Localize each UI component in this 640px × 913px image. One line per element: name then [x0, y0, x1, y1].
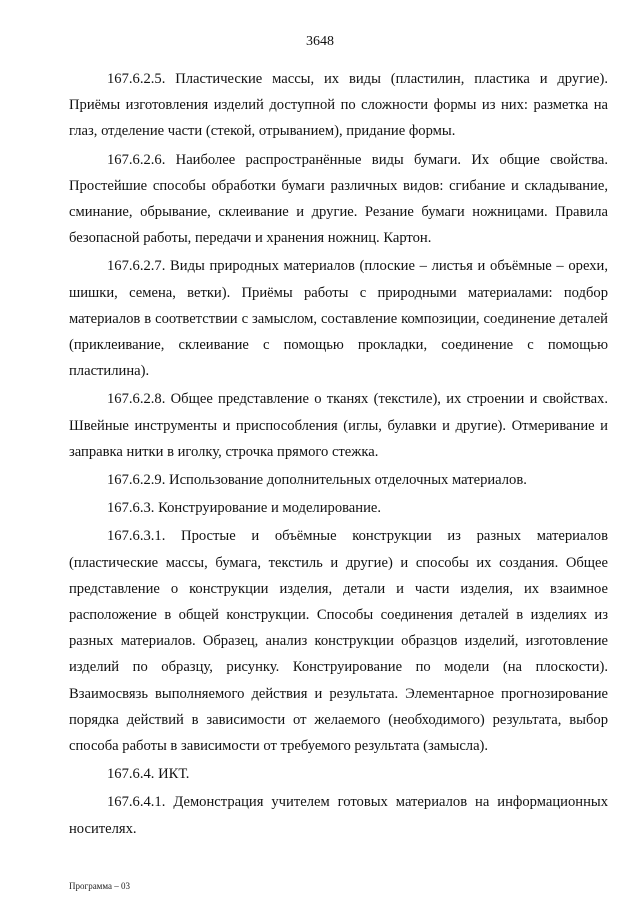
page-footer: Программа – 03: [69, 881, 131, 891]
paragraph-167-6-2-5: 167.6.2.5. Пластические массы, их виды (пластилин, пластика и другие). Приёмы изготовления изделий доступной по сложности формы из них: разметка на глаз, отделение части (стекой, отрыванием), придание формы.: [69, 71, 608, 140]
paragraph-167-6-2-9: 167.6.2.9. Использование дополнительных отделочных материалов.: [107, 472, 527, 489]
page-number: 3648: [306, 34, 334, 49]
paragraph-167-6-3-1: 167.6.3.1. Простые и объёмные конструкции из разных материалов (пластические массы, бумага, текстиль и другие) и способы их создания. Общее представление о конструкции изделия, детали и части изделия, их взаимное расположение в общей конструкции. Способы соединения деталей в изделиях из разных материалов. Образец, анализ конструкции образцов изделий, изготовление изделий по образцу, рисунку. Конструирование по модели (на плоскости). Взаимосвязь выполняемого действия и результата. Элементарное прогнозирование порядка действий в зависимости от желаемого (необходимого) результата, выбор способа работы в зависимости от требуемого результата (замысла).: [69, 528, 608, 755]
heading-167-6-4: 167.6.4. ИКТ.: [107, 766, 190, 783]
paragraph-167-6-2-7: 167.6.2.7. Виды природных материалов (плоские – листья и объёмные – орехи, шишки, семена, ветки). Приёмы работы с природными материалами: подбор материалов в соответствии с замыслом, составление композиции, соединение деталей (приклеивание, склеивание с помощью прокладки, соединение с помощью пластилина).: [69, 258, 608, 380]
document-body: [69, 66, 608, 842]
heading-167-6-3: 167.6.3. Конструирование и моделирование.: [107, 500, 382, 517]
paragraph-167-6-2-8: 167.6.2.8. Общее представление о тканях (текстиле), их строении и свойствах. Швейные инструменты и приспособления (иглы, булавки и другие). Отмеривание и заправка нитки в иголку, строчка прямого стежка.: [69, 391, 608, 460]
paragraph-167-6-2-6: 167.6.2.6. Наиболее распространённые виды бумаги. Их общие свойства. Простейшие способы обработки бумаги различных видов: сгибание и складывание, сминание, обрывание, склеивание и другие. Резание бумаги ножницами. Правила безопасной работы, передачи и хранения ножниц. Картон.: [69, 151, 608, 247]
paragraph-167-6-4-1: 167.6.4.1. Демонстрация учителем готовых материалов на информационных носителях.: [69, 794, 608, 837]
